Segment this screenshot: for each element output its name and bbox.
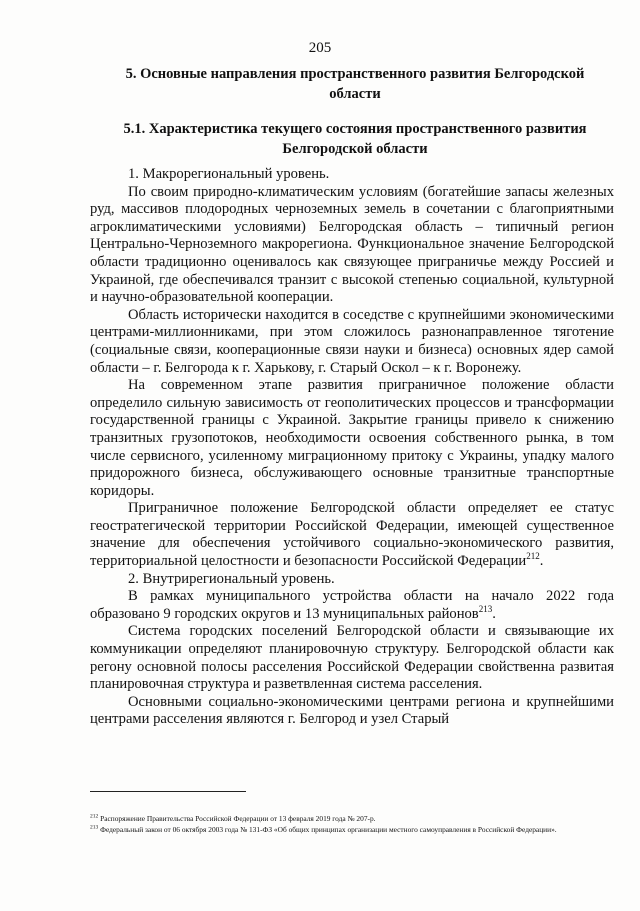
page-number: 205	[308, 40, 332, 56]
paragraph: В рамках муниципального устройства области на начало 2022 года образовано 9 городских округов и 13 муниципальных районов$^{213}$.	[90, 588, 614, 622]
paragraph: Область исторически находится в соседстве с крупнейшими экономическими центрами-миллионниками, при этом сложилось разнонаправленное тяготение (социальные связи, кооперационные связи науки и бизнеса) основных ядер самой области – г. Белгорода к г. Харькову, г. Старый Оскол – к г. Воронежу.	[90, 306, 614, 376]
section-heading: 5. Основные направления пространственного развития Белгородской области	[125, 66, 585, 102]
footnote-ref: 213	[478, 603, 493, 614]
footnotes	[90, 813, 614, 835]
footnote: $^{213}$ Федеральный закон от 06 октября 2003 года № 131-ФЗ «Об общих принципах организации местного самоуправления в Российской Федерации».	[90, 824, 557, 834]
paragraph: На современном этапе развития приграничное положение области определило сильную зависимость от геополитических процессов и трансформации государственной границы с Украиной. Закрытие границы привело к снижению транзитных грузопотоков, необходимости освоения собственного рынка, в том числе сервисного, усиленному миграционному притоку с Украины, упадку малого придорожного бизнеса, обслуживающего основные транзитные транспортные коридоры.	[90, 377, 614, 499]
paragraph: Система городских поселений Белгородской области и связывающие их коммуникации определяют планировочную структуру. Белгородской области как регону основной полосы расселения Российской Федерации свойственна развитая планировочная структура и разветвленная система расселения.	[90, 623, 614, 693]
footnote-ref: 212	[526, 551, 540, 562]
paragraph: Приграничное положение Белгородской области определяет ее статус геостратегической территории Российской Федерации, имеющей существенное значение для обеспечения устойчивого социально-экономического развития, территориальной целостности и безопасности Российской Федерации$^{212}$.	[90, 500, 614, 570]
paragraph: По своим природно-климатическим условиям (богатейшие запасы железных руд, массивов плодородных черноземных земель в сочетании с благоприятными агроклиматическими условиями) Белгородская область – типичный регион Центрально-Черноземного макрорегиона. Функциональное значение Белгородской области традиционно оценивалось как связующее приграничье между Россией и Украиной, где обеспечивался транзит с высокой степенью социальной, культурной и научно-образовательной кооперации.	[90, 183, 614, 306]
paragraph: 1. Макрорегиональный уровень.	[128, 166, 330, 182]
footnote-divider	[90, 791, 246, 792]
paragraph: 2. Внутрирегиональный уровень.	[128, 570, 335, 587]
paragraph: Основными социально-экономическими центрами региона и крупнейшими центрами расселения являются г. Белгород и узел Старый	[90, 693, 614, 728]
body-text	[90, 166, 614, 729]
subsection-heading: 5.1. Характеристика текущего состояния пространственного развития Белгородской области	[123, 121, 587, 157]
footnote: $^{212}$ Распоряжение Правительства Российской Федерации от 13 февраля 2019 года № 207-р.	[90, 813, 376, 823]
